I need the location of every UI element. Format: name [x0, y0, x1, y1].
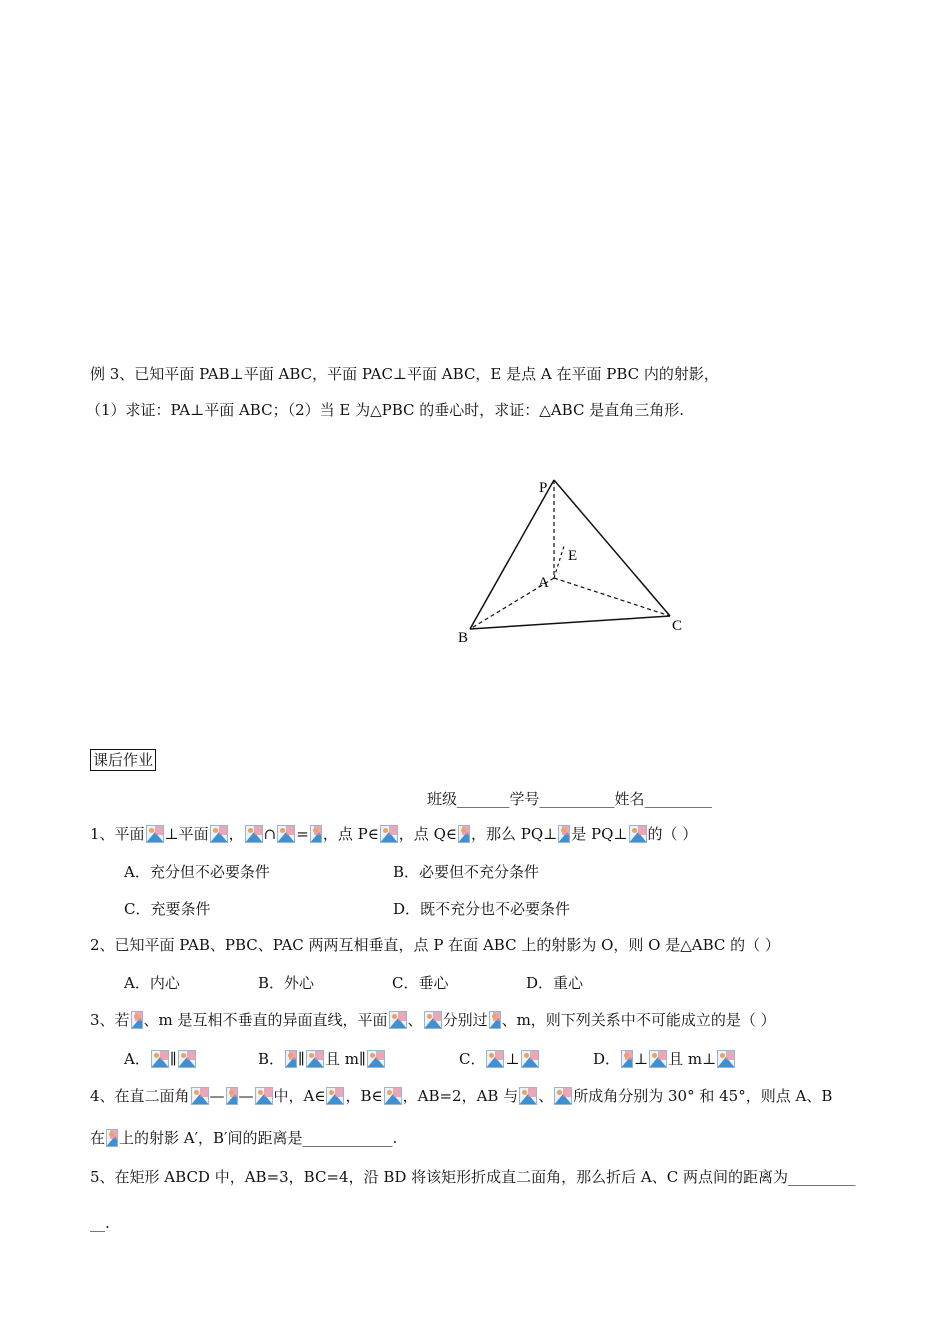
text-fragment: 4、在直二面角	[90, 1087, 190, 1105]
text-fragment: ，AB=2，AB 与	[402, 1087, 519, 1105]
image-placeholder-icon	[310, 825, 322, 843]
image-placeholder-icon	[384, 1087, 402, 1105]
label-b: B	[458, 630, 469, 646]
q1-text: 1、平面	[90, 825, 145, 843]
image-placeholder-icon	[178, 1050, 196, 1068]
label-a: A	[538, 575, 549, 591]
text-fragment: 、m 是互相不垂直的异面直线，平面	[143, 1011, 388, 1029]
q2-option-a: A．内心	[124, 974, 180, 992]
image-placeholder-icon	[629, 825, 647, 843]
text-fragment: ∥	[169, 1050, 177, 1068]
q2-option-b: B．外心	[258, 974, 315, 992]
image-placeholder-icon	[717, 1050, 735, 1068]
text-fragment: ∩	[263, 825, 277, 843]
text-fragment: 3、若	[90, 1011, 130, 1029]
image-placeholder-icon	[151, 1050, 169, 1068]
text-fragment: ，	[228, 825, 244, 843]
text-fragment: 、	[407, 1011, 423, 1029]
tetrahedron-figure	[450, 470, 700, 650]
text-fragment: C．	[459, 1050, 486, 1068]
image-placeholder-icon	[210, 825, 228, 843]
text-fragment: —	[209, 1087, 225, 1105]
text-fragment: 且 m∥	[324, 1050, 366, 1068]
text-fragment: ，点 P∈	[322, 825, 379, 843]
question-4-line2	[90, 1128, 397, 1148]
question-3	[90, 1010, 776, 1030]
image-placeholder-icon	[489, 1011, 501, 1029]
emphasis-text: 不可能	[635, 1011, 681, 1029]
image-placeholder-icon	[521, 1050, 539, 1068]
question-2: 2、已知平面 PAB、PBC、PAC 两两互相垂直，点 P 在面 ABC 上的射影为 O，则 O 是△ABC 的（ ）	[90, 936, 780, 954]
image-placeholder-icon	[367, 1050, 385, 1068]
text-fragment: 是 PQ⊥	[571, 825, 628, 843]
text-fragment: 中，A∈	[273, 1087, 326, 1105]
text-fragment: ⊥	[634, 1050, 649, 1068]
text-fragment: 成立的是（ ）	[680, 1011, 776, 1029]
edge-pb	[470, 480, 554, 629]
q1-option-d: D．既不充分也不必要条件	[393, 900, 571, 918]
q3-option-b	[258, 1049, 386, 1069]
edge-ac	[554, 578, 670, 616]
text-fragment: ，B∈	[345, 1087, 383, 1105]
image-placeholder-icon	[486, 1050, 504, 1068]
text-fragment: 、	[538, 1087, 554, 1105]
question-5-line1: 5、在矩形 ABCD 中，AB=3，BC=4，沿 BD 将该矩形折成直二面角，那么折后 A、C 两点间的距离为_________	[90, 1168, 856, 1186]
label-e: E	[568, 548, 578, 564]
image-placeholder-icon	[245, 825, 263, 843]
q2-option-c: C．垂心	[392, 974, 449, 992]
image-placeholder-icon	[424, 1011, 442, 1029]
image-placeholder-icon	[621, 1050, 633, 1068]
image-placeholder-icon	[458, 825, 470, 843]
q1-option-c: C．充要条件	[124, 900, 211, 918]
text-fragment: 、m，则下列关系中	[501, 1011, 636, 1029]
text-fragment: D．	[593, 1050, 621, 1068]
q3-option-d	[593, 1049, 736, 1069]
label-p: P	[539, 480, 548, 496]
image-placeholder-icon	[106, 1129, 118, 1147]
q1-option-a: A．充分但不必要条件	[124, 863, 270, 881]
image-placeholder-icon	[389, 1011, 407, 1029]
text-fragment: —	[238, 1087, 254, 1105]
image-placeholder-icon	[285, 1050, 297, 1068]
question-4-line1	[90, 1086, 832, 1106]
image-placeholder-icon	[326, 1087, 344, 1105]
label-c: C	[672, 618, 683, 634]
text-fragment: 所成角分别为 30° 和 45°，则点 A、B	[573, 1087, 833, 1105]
student-info: 班级_______学号__________姓名_________	[427, 790, 713, 808]
image-placeholder-icon	[306, 1050, 324, 1068]
text-fragment: ∥	[298, 1050, 305, 1068]
homework-title: 课后作业	[90, 749, 156, 771]
text-fragment: .	[392, 1129, 398, 1147]
image-placeholder-icon	[277, 825, 295, 843]
segment-ae	[554, 546, 564, 578]
image-placeholder-icon	[519, 1087, 537, 1105]
text-fragment: 的（ ）	[647, 825, 698, 843]
image-placeholder-icon	[131, 1011, 143, 1029]
text-fragment: 上的射影 A′，B′间的距离是	[119, 1129, 303, 1147]
q3-option-c	[459, 1049, 540, 1069]
image-placeholder-icon	[146, 825, 164, 843]
q1-option-b: B．必要但不充分条件	[393, 863, 540, 881]
text-fragment: ，那么 PQ⊥	[470, 825, 558, 843]
image-placeholder-icon	[191, 1087, 209, 1105]
image-placeholder-icon	[649, 1050, 667, 1068]
text-fragment: 且 m⊥	[668, 1050, 717, 1068]
image-placeholder-icon	[558, 825, 570, 843]
q3-option-a	[124, 1049, 197, 1069]
text-fragment: ⊥平面	[164, 825, 209, 843]
text-fragment: A．	[124, 1050, 150, 1068]
edge-bc	[470, 616, 670, 629]
image-placeholder-icon	[226, 1087, 238, 1105]
answer-blank: ________	[302, 1129, 363, 1147]
text-fragment: =	[296, 825, 309, 843]
text-fragment: 分别过	[442, 1011, 488, 1029]
example3-line2: （1）求证：PA⊥平面 ABC；（2）当 E 为△PBC 的垂心时，求证：△ABC 是直角三角形.	[86, 401, 684, 419]
image-placeholder-icon	[554, 1087, 572, 1105]
image-placeholder-icon	[380, 825, 398, 843]
text-fragment: 在	[90, 1129, 106, 1147]
q2-option-d: D．重心	[526, 974, 584, 992]
question-1	[90, 824, 697, 844]
question-5-line2: __.	[90, 1214, 110, 1232]
example3-line1: 例 3、已知平面 PAB⊥平面 ABC，平面 PAC⊥平面 ABC，E 是点 A 在平面 PBC 内的射影，	[90, 365, 719, 383]
text-fragment: B．	[258, 1050, 285, 1068]
text-fragment: ____	[362, 1129, 393, 1147]
image-placeholder-icon	[255, 1087, 273, 1105]
text-fragment: ⊥	[505, 1050, 520, 1068]
text-fragment: ，点 Q∈	[398, 825, 457, 843]
